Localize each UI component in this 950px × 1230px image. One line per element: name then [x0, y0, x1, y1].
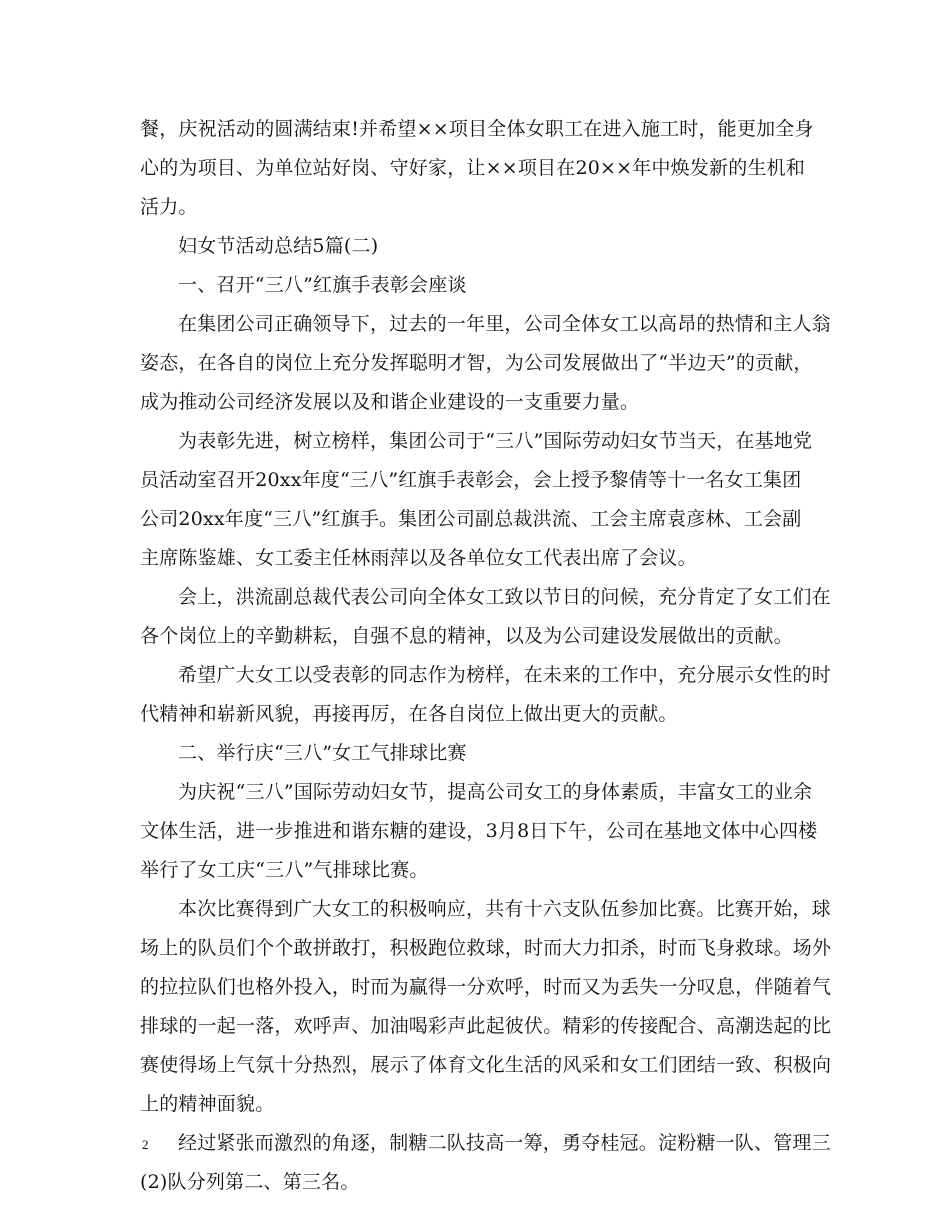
page-number: 2 [142, 1137, 149, 1152]
text-line: 主席陈鉴雄、女工委主任林雨萍以及各单位女工代表出席了会议。 [140, 547, 697, 569]
text-line: 成为推动公司经济发展以及和谐企业建设的一支重要力量。 [140, 391, 640, 413]
text-line: 员活动室召开20xx年度“三八”红旗手表彰会，会上授予黎倩等十一名女工集团 [140, 469, 802, 491]
text-line: 餐，庆祝活动的圆满结束!并希望××项目全体女职工在进入施工时，能更加全身 [140, 118, 814, 140]
paragraph-start: 希望广大女工以受表彰的同志作为榜样，在未来的工作中，充分展示女性的时 [178, 664, 831, 686]
paragraph-start: 经过紧张而激烈的角逐，制糖二队技高一筹，勇夺桂冠。淀粉糖一队、管理三 [178, 1132, 831, 1154]
text-line: 心的为项目、为单位站好岗、守好家，让××项目在20××年中焕发新的生机和 [140, 157, 806, 179]
text-line: (2)队分列第二、第三名。 [140, 1171, 360, 1193]
section-title: 妇女节活动总结5篇(二) [178, 235, 379, 257]
text-line: 公司20xx年度“三八”红旗手。集团公司副总裁洪流、工会主席袁彦林、工会副 [140, 508, 802, 530]
text-line: 的拉拉队们也格外投入，时而为赢得一分欢呼，时而又为丢失一分叹息，伴随着气 [140, 976, 832, 998]
text-line: 赛使得场上气氛十分热烈，展示了体育文化生活的风采和女工们团结一致、积极向 [140, 1054, 832, 1076]
text-line: 活力。 [140, 196, 198, 218]
subheading: 二、举行庆“三八”女工气排球比赛 [178, 742, 467, 764]
text-line: 文体生活，进一步推进和谐东糖的建设，3月8日下午，公司在基地文体中心四楼 [140, 820, 818, 842]
paragraph-start: 在集团公司正确领导下，过去的一年里，公司全体女工以高昂的热情和主人翁 [178, 313, 831, 335]
subheading: 一、召开“三八”红旗手表彰会座谈 [178, 274, 467, 296]
paragraph-start: 本次比赛得到广大女工的积极响应，共有十六支队伍参加比赛。比赛开始，球 [178, 898, 831, 920]
text-line: 上的精神面貌。 [140, 1093, 275, 1115]
paragraph-start: 为庆祝“三八”国际劳动妇女节，提高公司女工的身体素质，丰富女工的业余 [178, 781, 813, 803]
text-line: 各个岗位上的辛勤耕耘，自强不息的精神，以及为公司建设发展做出的贡献。 [140, 625, 793, 647]
text-line: 排球的一起一落，欢呼声、加油喝彩声此起彼伏。精彩的传接配合、高潮迭起的比 [140, 1015, 832, 1037]
text-line: 场上的队员们个个敢拼敢打，积极跑位救球，时而大力扣杀，时而飞身救球。场外 [140, 937, 832, 959]
text-line: 举行了女工庆“三八”气排球比赛。 [140, 859, 429, 881]
paragraph-start: 为表彰先进，树立榜样，集团公司于“三八”国际劳动妇女节当天，在基地党 [178, 430, 813, 452]
text-line: 代精神和崭新风貌，再接再厉，在各自岗位上做出更大的贡献。 [140, 703, 678, 725]
text-line: 姿态，在各自的岗位上充分发挥聪明才智，为公司发展做出了“半边天”的贡献， [140, 352, 813, 374]
paragraph-start: 会上，洪流副总裁代表公司向全体女工致以节日的问候，充分肯定了女工们在 [178, 586, 831, 608]
